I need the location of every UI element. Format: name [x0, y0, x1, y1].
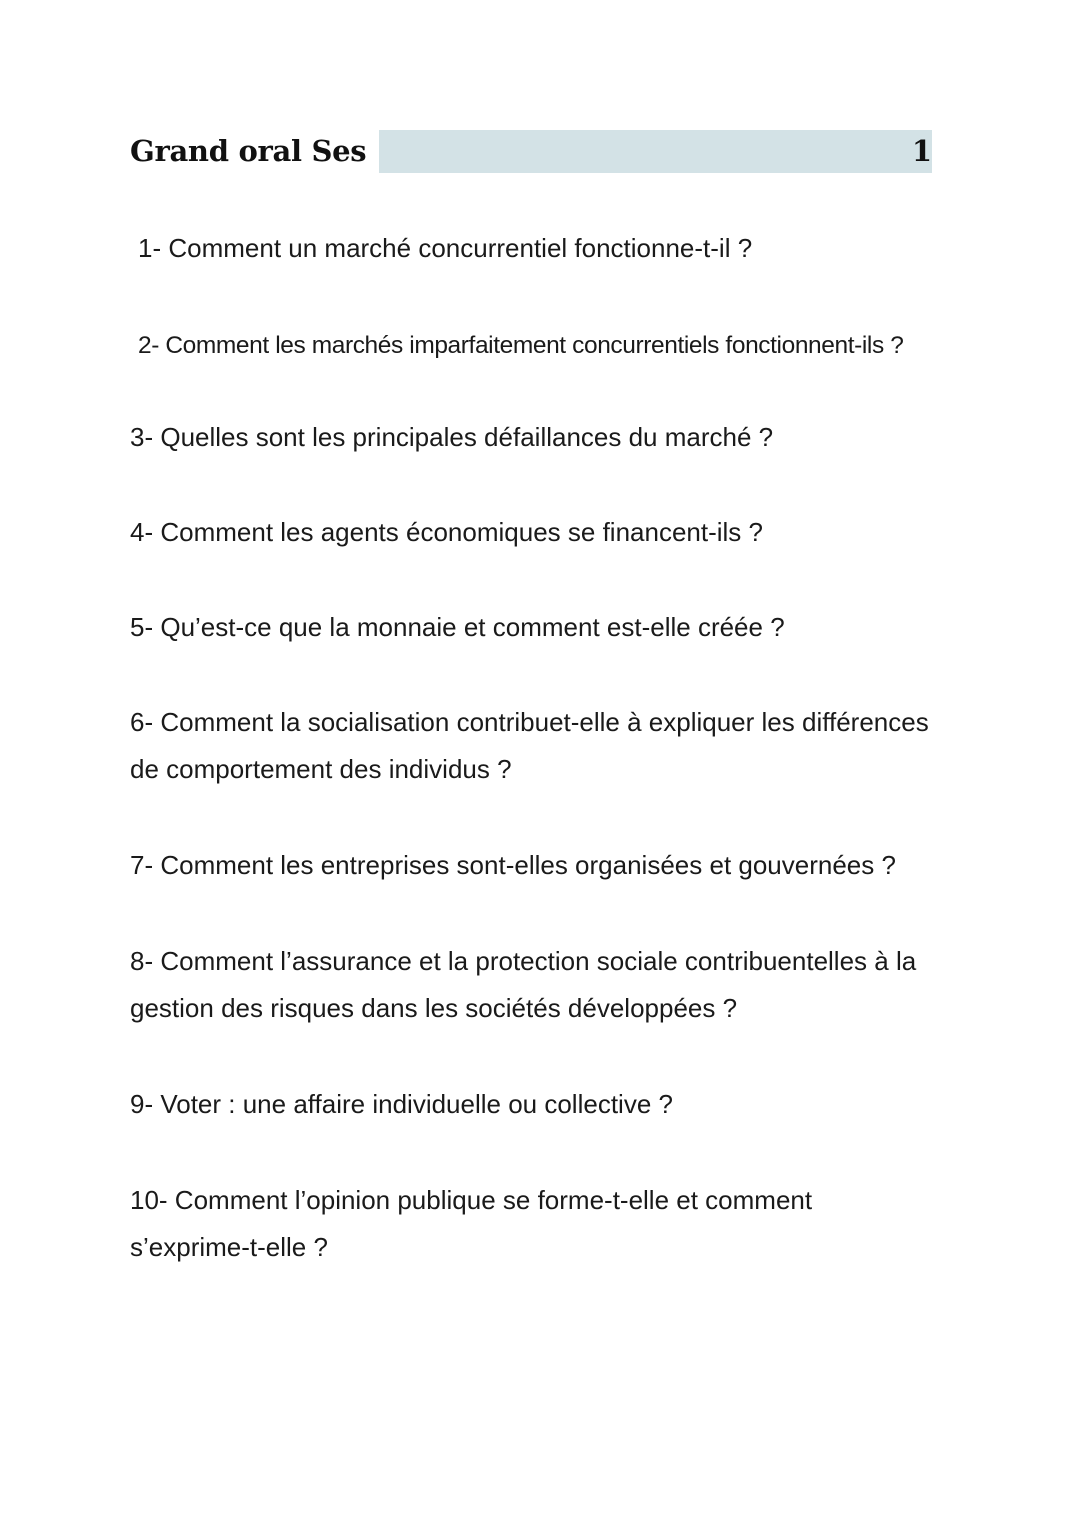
question-4: 4- Comment les agents économiques se financent-ils ?	[130, 517, 763, 547]
question-3: 3- Quelles sont les principales défaillances du marché ?	[130, 422, 774, 452]
question-2: 2- Comment les marchés imparfaitement concurrentiels fonctionnent-ils ?	[138, 332, 904, 359]
document-title: Grand oral Ses	[130, 134, 367, 168]
question-7: 7- Comment les entreprises sont-elles organisées et gouvernées ?	[130, 850, 896, 880]
question-5: 5- Qu’est-ce que la monnaie et comment est-elle créée ?	[130, 612, 785, 642]
question-9: 9- Voter : une affaire individuelle ou collective ?	[130, 1089, 673, 1119]
question-10: 10- Comment l’opinion publique se forme-t-elle et comment s’exprime-t-elle ?	[130, 1185, 813, 1262]
page-number: 1	[911, 134, 932, 168]
header-band	[379, 130, 932, 173]
page-header	[130, 130, 932, 173]
question-6: 6- Comment la socialisation contribuet-elle à expliquer les différences de comportement des individus ?	[130, 707, 929, 784]
question-1: 1- Comment un marché concurrentiel fonctionne-t-il ?	[138, 233, 753, 263]
question-8: 8- Comment l’assurance et la protection sociale contribuentelles à la gestion des risques dans les sociétés développées ?	[130, 946, 917, 1023]
